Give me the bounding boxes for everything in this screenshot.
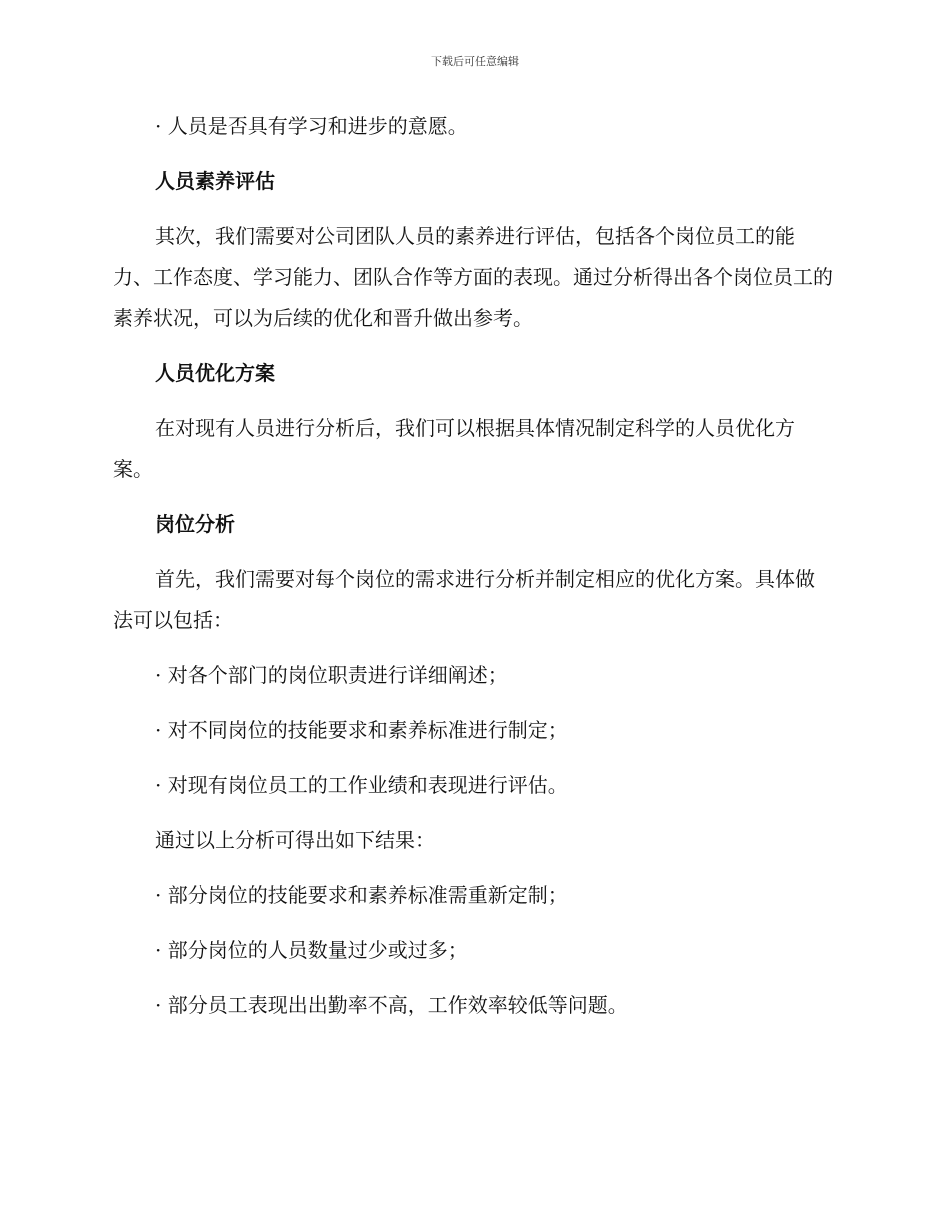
list-item: · 部分员工表现出出勤率不高，工作效率较低等问题。 (155, 993, 628, 1017)
heading-optimization-plan: 人员优化方案 (155, 361, 275, 385)
bullet-learning-willingness: · 人员是否具有学习和进步的意愿。 (155, 114, 468, 138)
list-item: · 部分岗位的人员数量过少或过多； (155, 938, 468, 962)
list-item: · 对现有岗位员工的工作业绩和表现进行评估。 (155, 773, 568, 797)
list-item: · 对各个部门的岗位职责进行详细阐述； (155, 663, 508, 687)
paragraph-optimization-plan: 在对现有人员进行分析后，我们可以根据具体情况制定科学的人员优化方案。 (113, 416, 795, 481)
heading-position-analysis: 岗位分析 (155, 512, 235, 536)
paragraph-position-analysis: 首先，我们需要对每个岗位的需求进行分析并制定相应的优化方案。具体做法可以包括： (113, 567, 815, 632)
paragraph-results-intro: 通过以上分析可得出如下结果： (155, 828, 435, 852)
document-body (113, 106, 833, 1026)
list-item: · 部分岗位的技能要求和素养标准需重新定制； (155, 883, 568, 907)
list-item: · 对不同岗位的技能要求和素养标准进行制定； (155, 718, 568, 742)
paragraph-quality-assessment: 其次，我们需要对公司团队人员的素养进行评估，包括各个岗位员工的能力、工作态度、学习能力、团队合作等方面的表现。通过分析得出各个岗位员工的素养状况，可以为后续的优化和晋升做出参考。 (113, 224, 833, 330)
heading-quality-assessment: 人员素养评估 (155, 169, 275, 193)
page-header: 下载后可任意编辑 (431, 55, 519, 68)
